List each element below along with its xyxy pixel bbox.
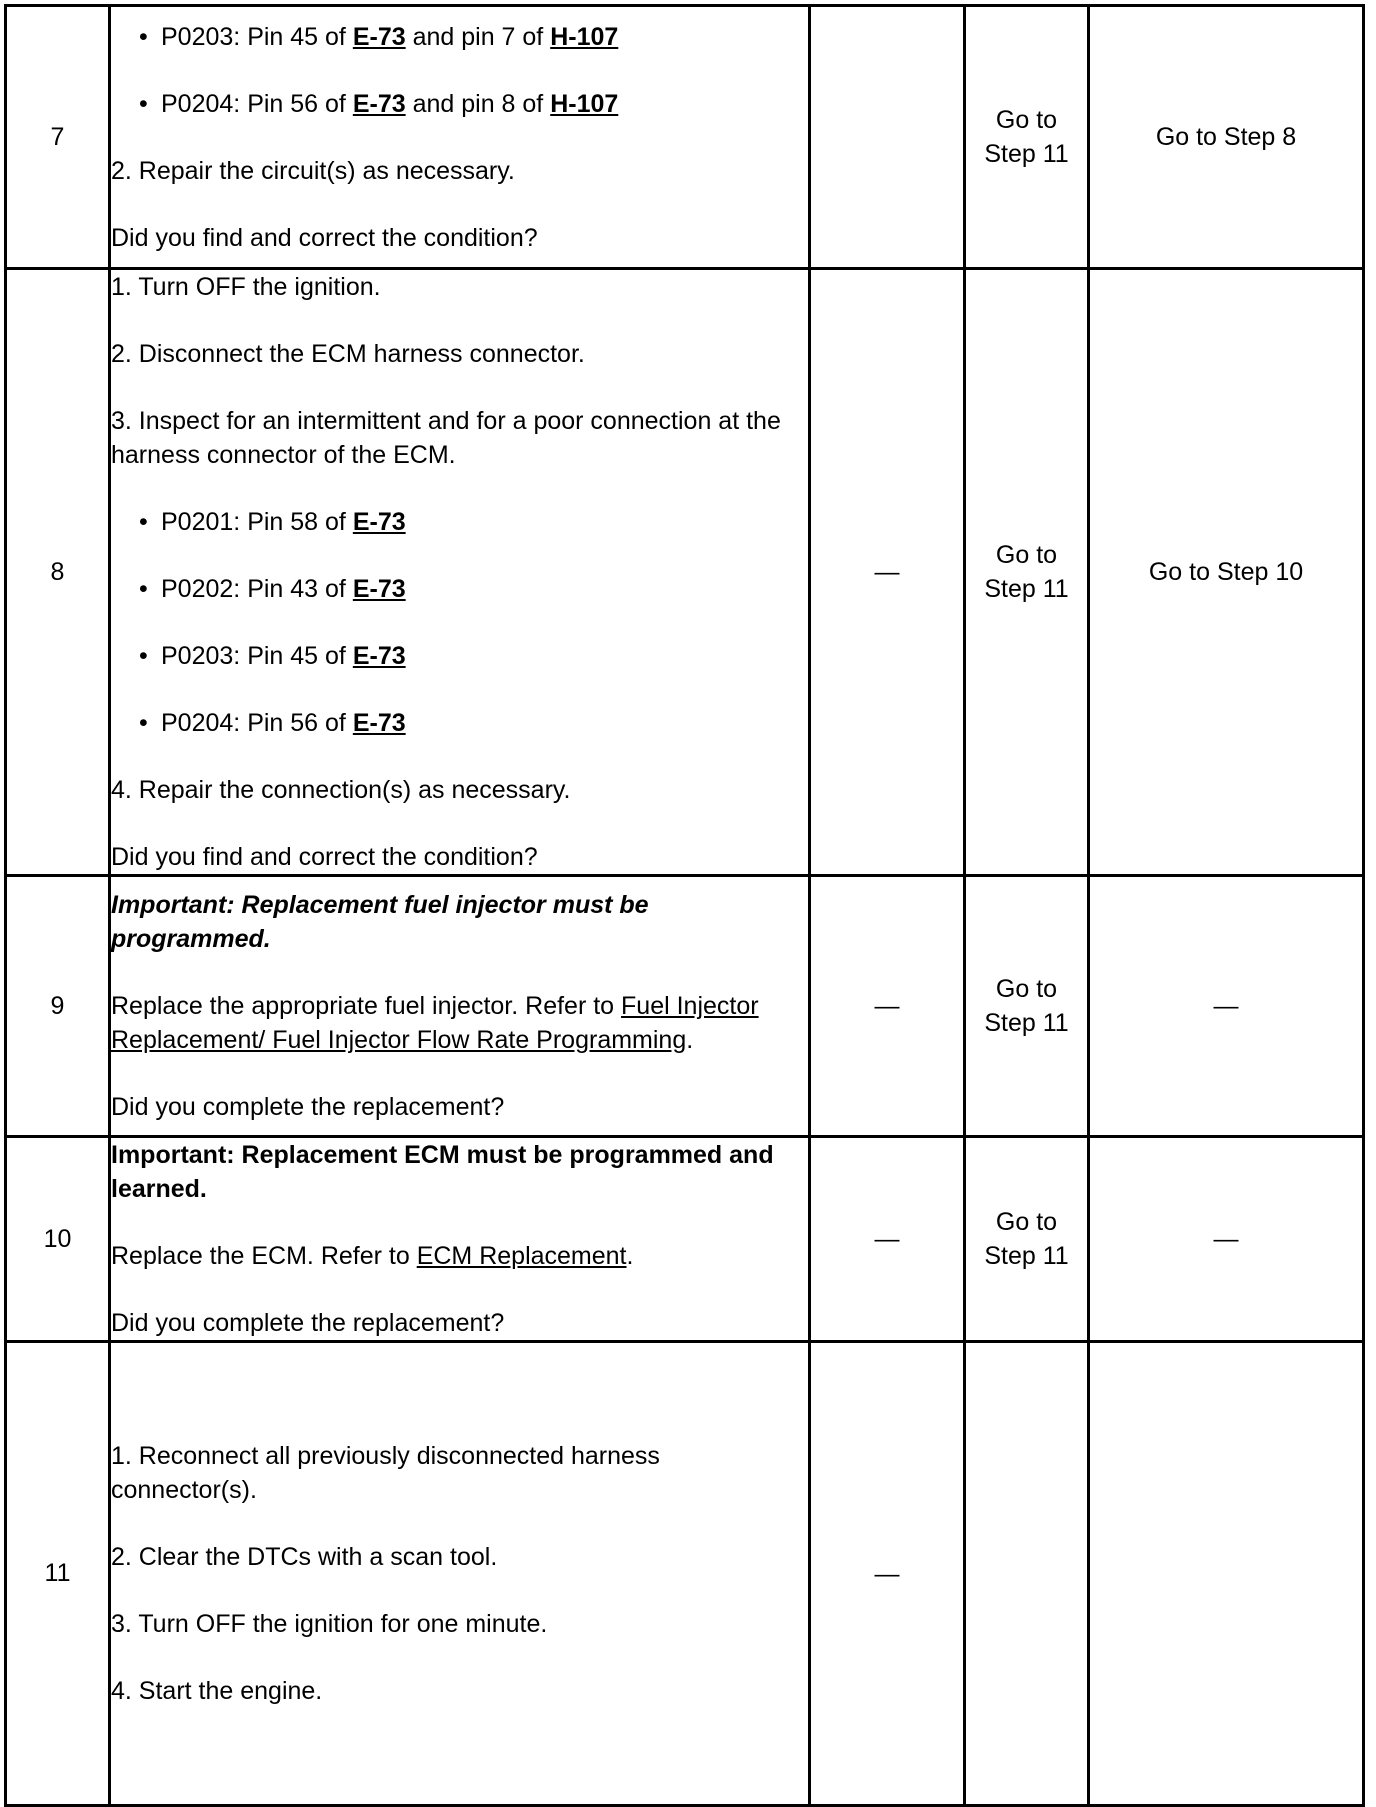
no-result: Go to Step 10 bbox=[1089, 269, 1364, 876]
important-note: Important: Replacement fuel injector must be programmed. bbox=[111, 891, 649, 953]
step-number: 10 bbox=[6, 1137, 110, 1342]
step-action bbox=[110, 876, 810, 1137]
instruction-text: 4. Repair the connection(s) as necessary. bbox=[111, 776, 571, 804]
instruction-text: 1. Turn OFF the ignition. bbox=[111, 273, 381, 301]
table-row-step-9 bbox=[6, 876, 1364, 1137]
dtc-bullet: • P0202: Pin 43 of E-73 bbox=[111, 572, 808, 606]
instruction-text: 3. Inspect for an intermittent and for a poor connection at the harness connector of the ECM. bbox=[111, 407, 781, 469]
table-row-step-7 bbox=[6, 6, 1364, 269]
connector-link-e73[interactable]: E-73 bbox=[352, 575, 406, 603]
procedure-link[interactable]: ECM Replacement bbox=[416, 1242, 627, 1270]
yes-result: Go to Step 11 bbox=[965, 876, 1089, 1137]
connector-link-e73[interactable]: E-73 bbox=[352, 709, 406, 737]
step-value: — bbox=[810, 269, 965, 876]
no-result bbox=[1089, 1342, 1364, 1806]
instruction-text: 3. Turn OFF the ignition for one minute. bbox=[111, 1610, 548, 1638]
step-action bbox=[110, 6, 810, 269]
dtc-bullet: • P0204: Pin 56 of E-73 and pin 8 of H-107 bbox=[111, 87, 808, 121]
instruction-text: 4. Start the engine. bbox=[111, 1677, 323, 1705]
important-note: Important: Replacement ECM must be programmed and learned. bbox=[111, 1141, 774, 1203]
instruction-text: Replace the ECM. Refer to ECM Replacement. bbox=[111, 1242, 634, 1270]
table-row-step-8 bbox=[6, 269, 1364, 876]
connector-link-e73[interactable]: E-73 bbox=[352, 22, 406, 51]
step-number: 9 bbox=[6, 876, 110, 1137]
table-row-step-11 bbox=[6, 1342, 1364, 1806]
dtc-bullet: • P0201: Pin 58 of E-73 bbox=[111, 505, 808, 539]
step-value: — bbox=[810, 1137, 965, 1342]
connector-link-e73[interactable]: E-73 bbox=[352, 89, 406, 118]
yes-result: Go to Step 11 bbox=[965, 269, 1089, 876]
connector-link-e73[interactable]: E-73 bbox=[352, 508, 406, 536]
connector-link-e73[interactable]: E-73 bbox=[352, 642, 406, 670]
instruction-text: Replace the appropriate fuel injector. Refer to Fuel Injector Replacement/ Fuel Injector Flow Rate Programming. bbox=[111, 992, 759, 1054]
step-value: — bbox=[810, 1342, 965, 1806]
step-value: — bbox=[810, 876, 965, 1137]
connector-link-h107[interactable]: H-107 bbox=[550, 89, 619, 118]
step-number: 7 bbox=[6, 6, 110, 269]
dtc-bullet: • P0203: Pin 45 of E-73 bbox=[111, 639, 808, 673]
table-row-step-10 bbox=[6, 1137, 1364, 1342]
question-text: Did you find and correct the condition? bbox=[111, 223, 538, 252]
question-text: Did you complete the replacement? bbox=[111, 1093, 505, 1121]
yes-result: Go to Step 11 bbox=[965, 1137, 1089, 1342]
no-result: Go to Step 8 bbox=[1089, 6, 1364, 269]
instruction-text: 1. Reconnect all previously disconnected harness connector(s). bbox=[111, 1442, 660, 1504]
step-action bbox=[110, 269, 810, 876]
step-number: 11 bbox=[6, 1342, 110, 1806]
yes-result bbox=[965, 1342, 1089, 1806]
no-result: — bbox=[1089, 1137, 1364, 1342]
question-text: Did you find and correct the condition? bbox=[111, 843, 538, 871]
step-number: 8 bbox=[6, 269, 110, 876]
instruction-text: 2. Repair the circuit(s) as necessary. bbox=[111, 156, 515, 185]
instruction-text: 2. Disconnect the ECM harness connector. bbox=[111, 340, 585, 368]
yes-result: Go to Step 11 bbox=[965, 6, 1089, 269]
step-action bbox=[110, 1342, 810, 1806]
connector-link-h107[interactable]: H-107 bbox=[550, 22, 619, 51]
instruction-text: 2. Clear the DTCs with a scan tool. bbox=[111, 1543, 498, 1571]
question-text: Did you complete the replacement? bbox=[111, 1309, 505, 1337]
procedure-link[interactable]: Fuel Injector Replacement/ Fuel Injector Flow Rate Programming bbox=[111, 992, 759, 1054]
dtc-bullet: • P0204: Pin 56 of E-73 bbox=[111, 706, 808, 740]
diagnostic-steps-table bbox=[4, 4, 1365, 1807]
step-action bbox=[110, 1137, 810, 1342]
no-result: — bbox=[1089, 876, 1364, 1137]
step-value bbox=[810, 6, 965, 269]
dtc-bullet: • P0203: Pin 45 of E-73 and pin 7 of H-107 bbox=[111, 20, 808, 54]
